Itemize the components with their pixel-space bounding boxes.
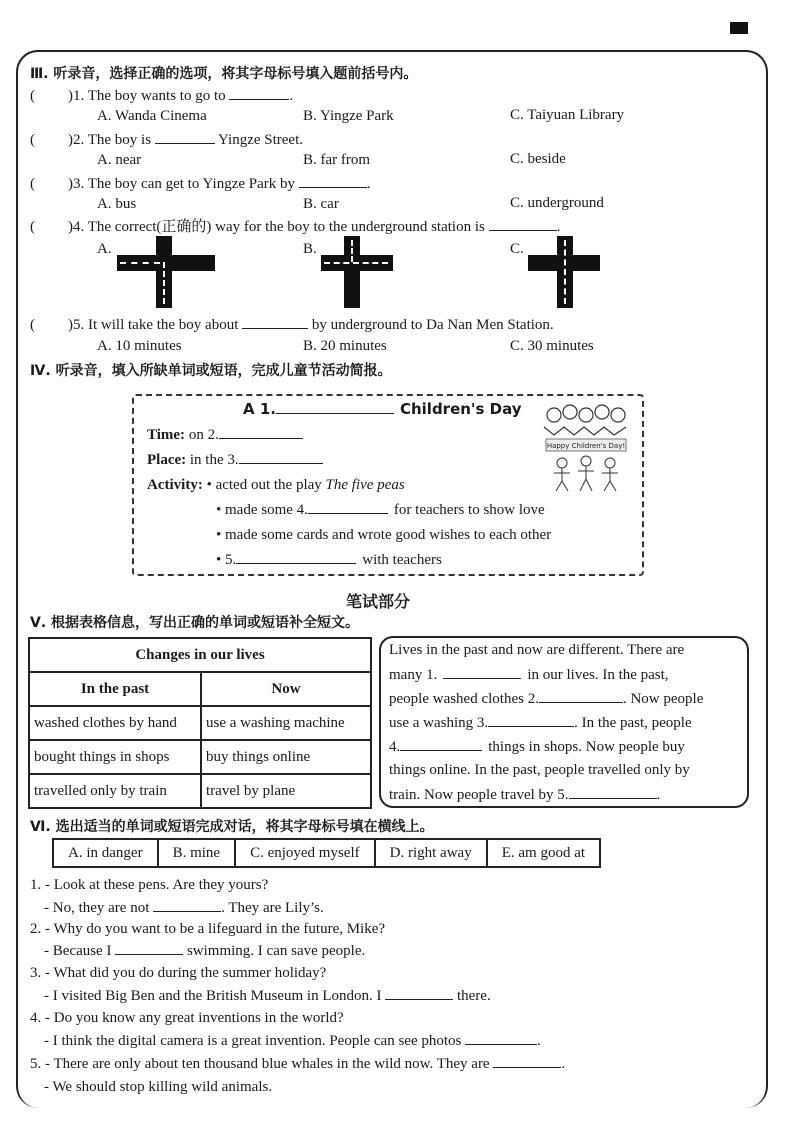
q4-bracket: ( bbox=[30, 219, 35, 235]
table-header: Now bbox=[201, 672, 371, 706]
passage-line: people washed clothes 2. . Now people bbox=[389, 691, 704, 707]
passage-line: many 1. in our lives. In the past, bbox=[389, 667, 669, 683]
passage-line: things online. In the past, people travelled only by bbox=[389, 762, 690, 778]
q4-option-b[interactable]: B. bbox=[303, 241, 317, 257]
table-cell: washed clothes by hand bbox=[29, 706, 201, 740]
answer-blank[interactable] bbox=[308, 501, 388, 514]
illustration-caption: Happy Children's Day! bbox=[546, 442, 626, 450]
dialogue-3-answer: - I visited Big Ben and the British Museum in London. I there. bbox=[44, 988, 491, 1004]
notice-activity-4: • 5. with teachers bbox=[216, 552, 442, 568]
q5-option-b[interactable]: B. 20 minutes bbox=[303, 338, 387, 354]
passage-line: train. Now people travel by 5. . bbox=[389, 787, 661, 803]
dialogue-4-answer: - I think the digital camera is a great invention. People can see photos . bbox=[44, 1033, 541, 1049]
dialogue-5-answer: - We should stop killing wild animals. bbox=[44, 1079, 273, 1095]
table-cell: travel by plane bbox=[201, 774, 371, 808]
answer-blank[interactable] bbox=[236, 551, 356, 564]
answer-blank[interactable] bbox=[239, 451, 323, 464]
q5-option-a[interactable]: A. 10 minutes bbox=[97, 338, 182, 354]
q2-option-c[interactable]: C. beside bbox=[510, 151, 566, 167]
dialogue-4-question: 4. - Do you know any great inventions in the world? bbox=[30, 1010, 344, 1026]
word-bank-option[interactable]: C. enjoyed myself bbox=[235, 839, 375, 867]
answer-blank[interactable] bbox=[443, 666, 521, 679]
notice-activity-1: Activity: • acted out the play The five peas bbox=[147, 477, 405, 493]
word-bank bbox=[52, 838, 601, 868]
q3-option-a[interactable]: A. bus bbox=[97, 196, 137, 212]
dialogue-1-question: 1. - Look at these pens. Are they yours? bbox=[30, 877, 269, 893]
route-path bbox=[324, 262, 388, 264]
word-bank-option[interactable]: E. am good at bbox=[487, 839, 600, 867]
answer-blank[interactable] bbox=[153, 899, 221, 912]
q2-bracket: ( bbox=[30, 132, 35, 148]
dialogue-2-answer: - Because I swimming. I can save people. bbox=[44, 943, 366, 959]
answer-blank[interactable] bbox=[569, 786, 657, 799]
passage-line: 4. things in shops. Now people buy bbox=[389, 739, 685, 755]
table-row bbox=[29, 706, 371, 740]
question-3: )3. The boy can get to Yingze Park by . bbox=[68, 176, 371, 192]
question-5: )5. It will take the boy about by underground to Da Nan Men Station. bbox=[68, 317, 554, 333]
notice-title: A 1. Children's Day bbox=[243, 400, 522, 418]
word-bank-option[interactable]: A. in danger bbox=[53, 839, 158, 867]
section-3-heading: Ⅲ. 听录音，选择正确的选项，将其字母标号填入题前括号内。 bbox=[30, 66, 418, 82]
q3-bracket: ( bbox=[30, 176, 35, 192]
table-row bbox=[29, 774, 371, 808]
childrens-day-illustration bbox=[540, 403, 632, 495]
table-cell: buy things online bbox=[201, 740, 371, 774]
passage-line: use a washing 3. . In the past, people bbox=[389, 715, 692, 731]
answer-blank[interactable] bbox=[385, 987, 453, 1000]
answer-blank[interactable] bbox=[539, 690, 623, 703]
notice-activity-3: • made some cards and wrote good wishes to each other bbox=[216, 527, 552, 543]
table-cell: use a washing machine bbox=[201, 706, 371, 740]
q1-option-a[interactable]: A. Wanda Cinema bbox=[97, 108, 207, 124]
answer-blank[interactable] bbox=[400, 738, 482, 751]
written-part-heading: 笔试部分 bbox=[346, 592, 411, 611]
answer-blank[interactable] bbox=[242, 316, 308, 329]
answer-blank[interactable] bbox=[299, 175, 367, 188]
table-row bbox=[29, 740, 371, 774]
route-path bbox=[564, 240, 566, 304]
dialogue-3-question: 3. - What did you do during the summer holiday? bbox=[30, 965, 327, 981]
q2-option-b[interactable]: B. far from bbox=[303, 152, 371, 168]
q4-option-a[interactable]: A. bbox=[97, 241, 112, 257]
notice-place: Place: in the 3. bbox=[147, 451, 323, 469]
route-path bbox=[351, 240, 353, 262]
section-4-heading: Ⅳ. 听录音，填入所缺单词或短语，完成儿童节活动简报。 bbox=[30, 363, 392, 379]
q5-bracket: ( bbox=[30, 317, 35, 333]
q5-option-c[interactable]: C. 30 minutes bbox=[510, 338, 594, 354]
q1-bracket: ( bbox=[30, 88, 35, 104]
word-bank-option[interactable]: B. mine bbox=[158, 839, 236, 867]
dialogue-5-question: 5. - There are only about ten thousand blue whales in the wild now. They are . bbox=[30, 1056, 566, 1072]
answer-blank[interactable] bbox=[219, 426, 303, 439]
question-2: )2. The boy is Yingze Street. bbox=[68, 132, 303, 148]
route-path bbox=[163, 262, 165, 304]
answer-blank[interactable] bbox=[493, 1055, 561, 1068]
section-5-heading: Ⅴ. 根据表格信息，写出正确的单词或短语补全短文。 bbox=[30, 615, 360, 631]
question-4: )4. The correct(正确的) way for the boy to the underground station is . bbox=[68, 219, 561, 235]
route-path bbox=[120, 262, 160, 264]
answer-blank[interactable] bbox=[488, 714, 574, 727]
answer-blank[interactable] bbox=[465, 1032, 537, 1045]
q2-option-a[interactable]: A. near bbox=[97, 152, 142, 168]
answer-blank[interactable] bbox=[115, 942, 183, 955]
word-bank-option[interactable]: D. right away bbox=[375, 839, 487, 867]
section-6-heading: Ⅵ. 选出适当的单词或短语完成对话，将其字母标号填在横线上。 bbox=[30, 819, 434, 835]
passage-box bbox=[379, 636, 749, 808]
answer-blank[interactable] bbox=[489, 218, 557, 231]
q1-option-b[interactable]: B. Yingze Park bbox=[303, 108, 394, 124]
answer-blank[interactable] bbox=[229, 87, 289, 100]
q1-option-c[interactable]: C. Taiyuan Library bbox=[510, 107, 625, 123]
notice-time: Time: on 2. bbox=[147, 426, 303, 444]
notice-activity-2: • made some 4. for teachers to show love bbox=[216, 502, 545, 518]
q4-option-c[interactable]: C. bbox=[510, 241, 524, 257]
q3-option-b[interactable]: B. car bbox=[303, 196, 339, 212]
page-corner-mark bbox=[730, 22, 748, 34]
changes-table bbox=[28, 637, 372, 809]
question-1: )1. The boy wants to go to . bbox=[68, 88, 294, 104]
dialogue-2-question: 2. - Why do you want to be a lifeguard in the future, Mike? bbox=[30, 921, 386, 937]
answer-blank[interactable] bbox=[155, 131, 215, 144]
answer-blank[interactable] bbox=[276, 401, 394, 414]
q3-option-c[interactable]: C. underground bbox=[510, 195, 604, 211]
table-cell: travelled only by train bbox=[29, 774, 201, 808]
table-cell: bought things in shops bbox=[29, 740, 201, 774]
passage-line: Lives in the past and now are different. There are bbox=[389, 642, 685, 658]
table-title: Changes in our lives bbox=[29, 638, 371, 672]
dialogue-1-answer: - No, they are not . They are Lily’s. bbox=[44, 900, 324, 916]
table-header: In the past bbox=[29, 672, 201, 706]
